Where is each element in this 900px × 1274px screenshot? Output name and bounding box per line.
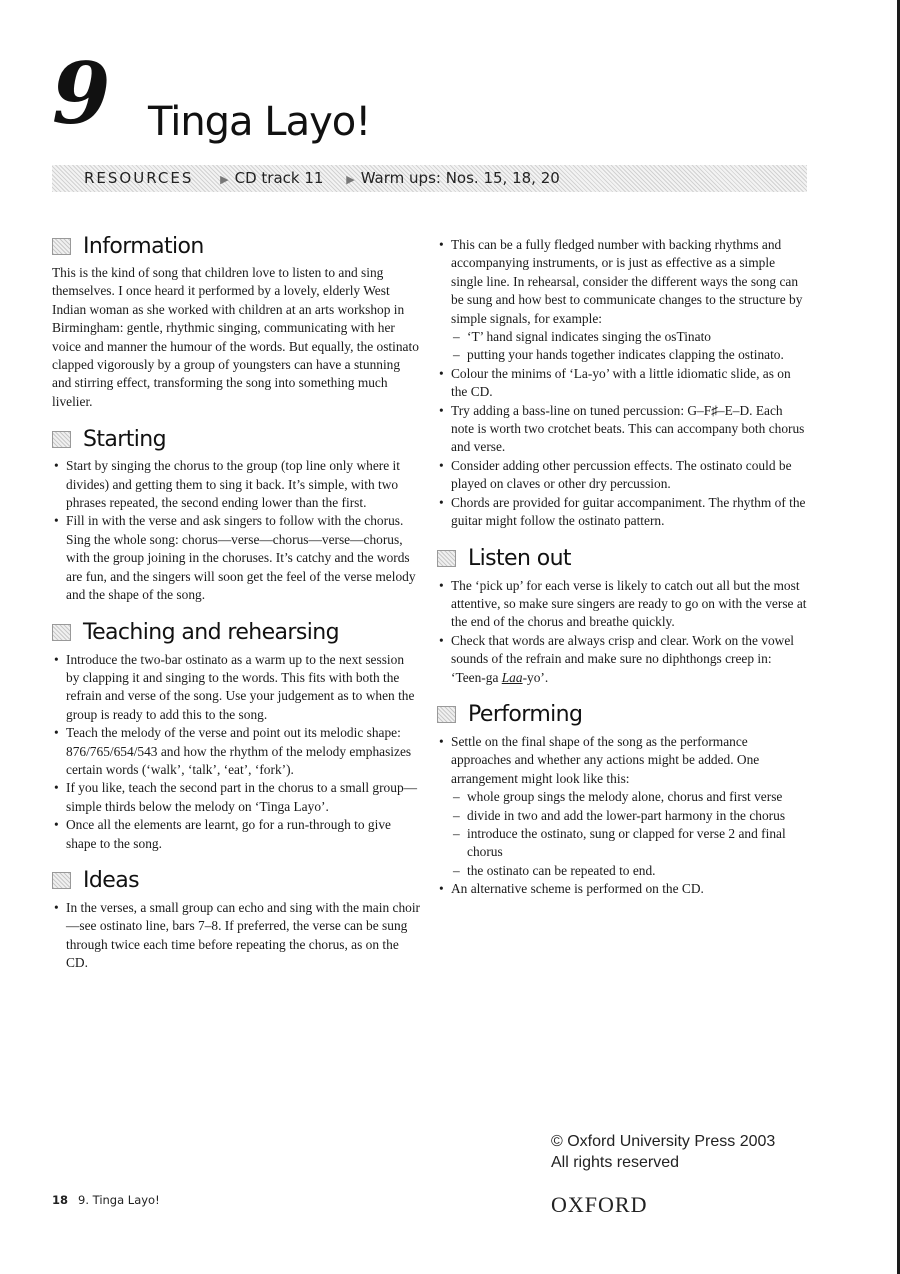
heading-text: Teaching and rehearsing [83, 620, 339, 645]
arrangement-sublist [451, 788, 809, 880]
list-item [437, 733, 809, 880]
ideas-list [52, 899, 420, 973]
right-column [437, 236, 809, 899]
running-title: 9. Tinga Layo! [78, 1193, 160, 1207]
play-arrow-icon: ▶ [220, 173, 229, 186]
teaching-list [52, 651, 420, 853]
section-heading-teaching [52, 619, 420, 647]
chapter-title: Tinga Layo! [148, 99, 371, 145]
emphasis-text: Laa [501, 669, 523, 685]
text-segment: -yo’. [522, 669, 549, 685]
heading-text: Listen out [468, 546, 571, 571]
sub-item: – introduce the ostinato, sung or clapped for verse 2 and final chorus [451, 825, 809, 862]
list-item: • Try adding a bass-line on tuned percussion: G–F♯–E–D. Each note is worth two crotchet beats. This can accompany both chorus and verse. [437, 402, 809, 457]
list-item: • Start by singing the chorus to the group (top line only where it divides) and getting them to sing it back. It’s simple, with two phrases repeated, the second ending lower than the first. [52, 457, 420, 512]
listen-list [437, 577, 809, 687]
section-box-icon [52, 872, 71, 889]
section-heading-information [52, 232, 420, 260]
left-column [52, 232, 420, 973]
list-item-text: Settle on the final shape of the song as the performance approaches and whether any actions might be added. One arrangement might look like this: [451, 733, 760, 786]
heading-text: Performing [468, 702, 583, 728]
resource-warm-ups: Warm ups: Nos. 15, 18, 20 [360, 169, 560, 187]
section-heading-ideas [52, 867, 420, 895]
list-item: • The ‘pick up’ for each verse is likely to catch out all but the most attentive, so make sure singers are ready to go on with the verse at the end of the chorus and breathe quickly. [437, 577, 809, 632]
copyright-line: © Oxford University Press 2003 [551, 1133, 776, 1150]
signal-sublist [451, 328, 809, 365]
sub-item: – putting your hands together indicates clapping the ostinato. [451, 346, 809, 364]
ideas-continued-list [437, 236, 809, 531]
section-box-icon [52, 238, 71, 255]
section-heading-performing [437, 701, 809, 729]
list-item: • An alternative scheme is performed on the CD. [437, 880, 809, 898]
section-box-icon [52, 624, 71, 641]
resources-label: RESOURCES [84, 169, 194, 187]
resources-bar [52, 165, 807, 192]
sub-item: – ‘T’ hand signal indicates singing the osTinato [451, 328, 809, 346]
sub-item: – the ostinato can be repeated to end. [451, 862, 809, 880]
list-item: • In the verses, a small group can echo and sing with the main choir—see ostinato line, bars 7–8. If preferred, the verse can be sung through twice each time before repeating the chorus, as on the CD. [52, 899, 420, 973]
list-item: • Fill in with the verse and ask singers to follow with the chorus. Sing the whole song: chorus—verse—chorus—verse—chorus, with the group joining in the choruses. It’s catchy and the words are fun, and the singers will soon get the feel of the verse melody and the shape of the song. [52, 512, 420, 604]
rights-line: All rights reserved [551, 1154, 680, 1171]
heading-text: Ideas [83, 868, 139, 894]
list-item: • Colour the minims of ‘La-yo’ with a little idiomatic slide, as on the CD. [437, 365, 809, 402]
list-item: • Teach the melody of the verse and point out its melodic shape: 876/765/654/543 and how the rhythm of the melody emphasizes certain words (‘walk’, ‘talk’, ‘eat’, ‘fork’). [52, 724, 420, 779]
list-item-text: This can be a fully fledged number with backing rhythms and accompanying instruments, or is just as effective as a simple single line. In rehearsal, consider the different ways the song can be sung and how best to communicate changes to the structure by simple signals, for example: [451, 237, 803, 326]
sub-item: – whole group sings the melody alone, chorus and first verse [451, 788, 809, 806]
resource-cd-track: CD track 11 [234, 169, 324, 187]
section-heading-starting [52, 425, 420, 453]
list-item [437, 632, 809, 687]
information-paragraph: This is the kind of song that children love to listen to and sing themselves. I once heard it performed by a lovely, elderly West Indian woman as she worked with children at an arts workshop in Birmingham: gentle, rhythmic singing, communicating with her voice and manner the humour of the words. But equally, the ostinato clapped vigorously by a group of youngsters can have a stunning and stirring effect, transforming the song into something much livelier. [52, 265, 419, 409]
section-heading-listen [437, 545, 809, 573]
text-segment: Check that words are always crisp and clear. Work on the vowel sounds of the refrain and make sure no diphthongs creep in: ‘Teen-ga [451, 632, 795, 685]
copyright-notice [551, 1131, 775, 1173]
page-footer [52, 1193, 160, 1207]
list-item: • Once all the elements are learnt, go for a run-through to give shape to the song. [52, 816, 420, 853]
page-number: 18 [52, 1193, 69, 1207]
section-box-icon [52, 431, 71, 448]
section-box-icon [437, 706, 456, 723]
publisher-logo: OXFORD [551, 1192, 648, 1217]
performing-list [437, 733, 809, 899]
heading-text: Information [83, 233, 204, 259]
section-box-icon [437, 550, 456, 567]
starting-list [52, 457, 420, 604]
list-item: • Introduce the two-bar ostinato as a warm up to the next session by clapping it and singing to the words. This fits with both the refrain and verse of the song. Use your judgement as to when the group is ready to add this to the song. [52, 651, 420, 725]
list-item: • Consider adding other percussion effects. The ostinato could be played on claves or other dry percussion. [437, 457, 809, 494]
heading-text: Starting [83, 426, 166, 452]
list-item: • If you like, teach the second part in the chorus to a small group—simple thirds below the melody on ‘Tinga Layo’. [52, 779, 420, 816]
chapter-number: 9 [52, 44, 111, 143]
list-item: • Chords are provided for guitar accompaniment. The rhythm of the guitar might follow the ostinato pattern. [437, 494, 809, 531]
play-arrow-icon: ▶ [346, 173, 355, 186]
sub-item: – divide in two and add the lower-part harmony in the chorus [451, 807, 809, 825]
list-item [437, 236, 809, 365]
